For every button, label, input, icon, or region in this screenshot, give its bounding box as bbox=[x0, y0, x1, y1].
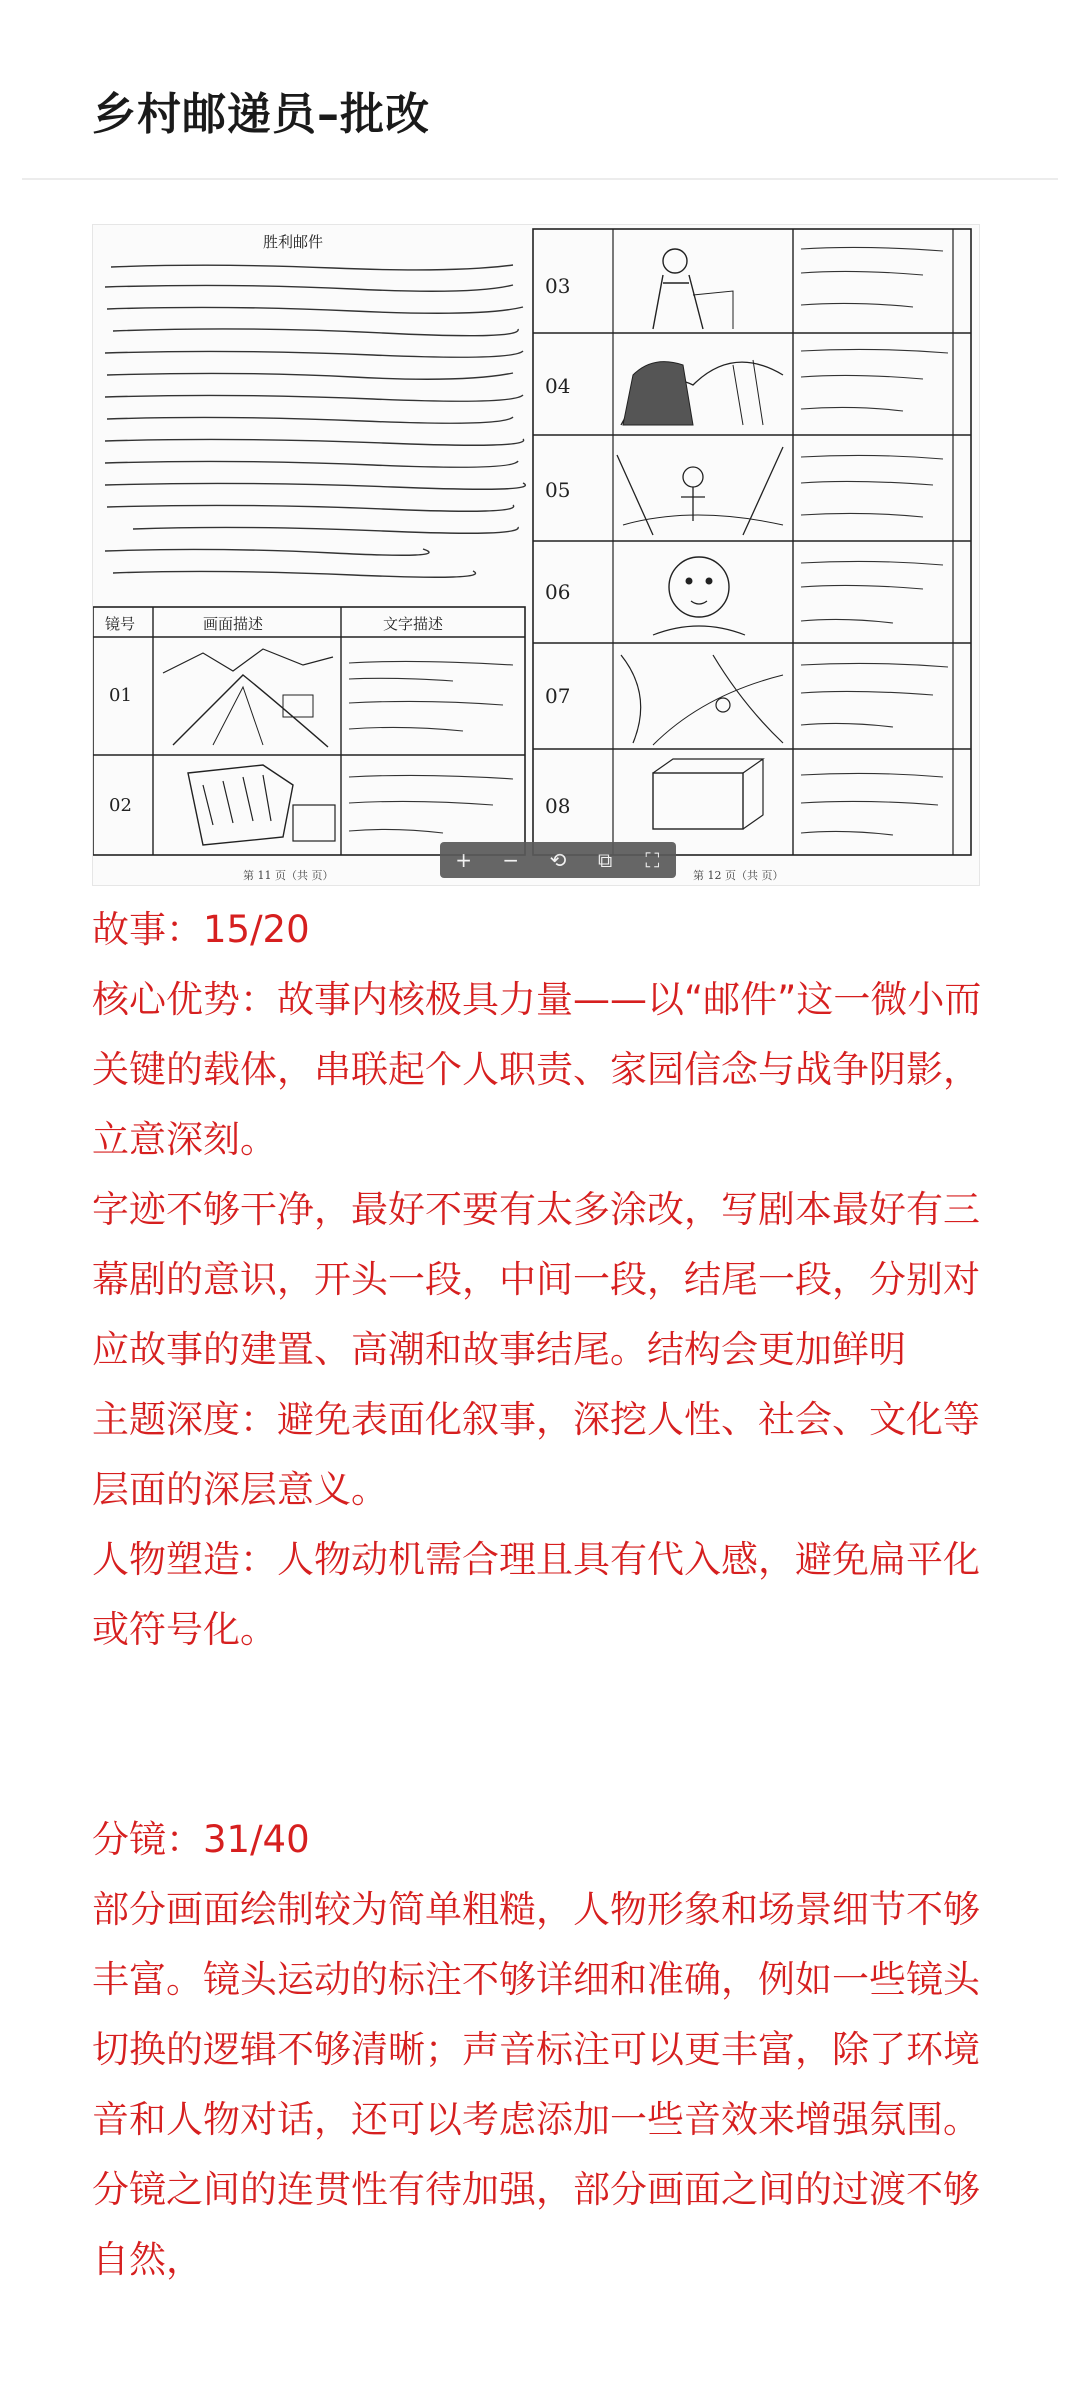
review-paragraph-character: 人物塑造：人物动机需合理且具有代入感，避免扁平化或符号化。 bbox=[92, 1538, 980, 1651]
right-page bbox=[533, 229, 971, 882]
zoom-in-button[interactable]: + bbox=[455, 848, 472, 872]
spacer bbox=[92, 1665, 992, 1805]
shot-01: 01 bbox=[109, 685, 132, 706]
right-footer: 第 12 页（共 页） bbox=[693, 869, 784, 882]
review-paragraph-theme: 主题深度：避免表面化叙事，深挖人性、社会、文化等层面的深层意义。 bbox=[92, 1398, 980, 1511]
left-page bbox=[93, 233, 525, 882]
image-viewer-toolbar bbox=[440, 842, 676, 878]
zoom-out-button[interactable]: − bbox=[502, 848, 520, 872]
shot-08: 08 bbox=[545, 794, 571, 818]
page-title: 乡村邮递员–批改 bbox=[92, 89, 430, 140]
header-divider bbox=[22, 178, 1058, 180]
shot-04: 04 bbox=[545, 374, 571, 398]
story-score: 故事：15/20 bbox=[92, 908, 310, 951]
storyboard-drawing bbox=[93, 225, 979, 885]
review-paragraph-handwriting: 字迹不够干净，最好不要有太多涂改，写剧本最好有三幕剧的意识，开头一段，中间一段，结尾一段，分别对应故事的建置、高潮和故事结尾。结构会更加鲜明 bbox=[92, 1188, 980, 1371]
copy-button[interactable]: ⧉ bbox=[598, 848, 613, 872]
storyboard-scan-image[interactable] bbox=[92, 224, 980, 886]
col-text: 文字描述 bbox=[383, 615, 444, 633]
review-paragraph-storyboard: 部分画面绘制较为简单粗糙，人物形象和场景细节不够丰富。镜头运动的标注不够详细和准确，例如一些镜头切换的逻辑不够清晰；声音标注可以更丰富，除了环境音和人物对话，还可以考虑添加一些音效来增强氛围。分镜之间的连贯性有待加强，部分画面之间的过渡不够自然， bbox=[92, 1888, 980, 2281]
shot-07: 07 bbox=[545, 684, 571, 708]
shot-05: 05 bbox=[545, 478, 571, 502]
header bbox=[0, 0, 1080, 180]
fit-screen-button[interactable]: ⛶ bbox=[645, 848, 660, 872]
review-text bbox=[92, 895, 992, 2295]
left-footer: 第 11 页（共 页） bbox=[243, 869, 334, 882]
rotate-button[interactable]: ⟲ bbox=[549, 848, 567, 872]
review-paragraph-core-strength: 核心优势：故事内核极具力量——以“邮件”这一微小而关键的载体，串联起个人职责、家园信念与战争阴影，立意深刻。 bbox=[92, 978, 982, 1161]
storyboard-score: 分镜：31/40 bbox=[92, 1818, 310, 1861]
shot-06: 06 bbox=[545, 580, 571, 604]
col-picture: 画面描述 bbox=[203, 615, 264, 633]
col-shot: 镜号 bbox=[105, 615, 136, 633]
shot-02: 02 bbox=[109, 795, 132, 816]
shot-03: 03 bbox=[545, 274, 571, 298]
left-heading: 胜利邮件 bbox=[263, 233, 324, 251]
